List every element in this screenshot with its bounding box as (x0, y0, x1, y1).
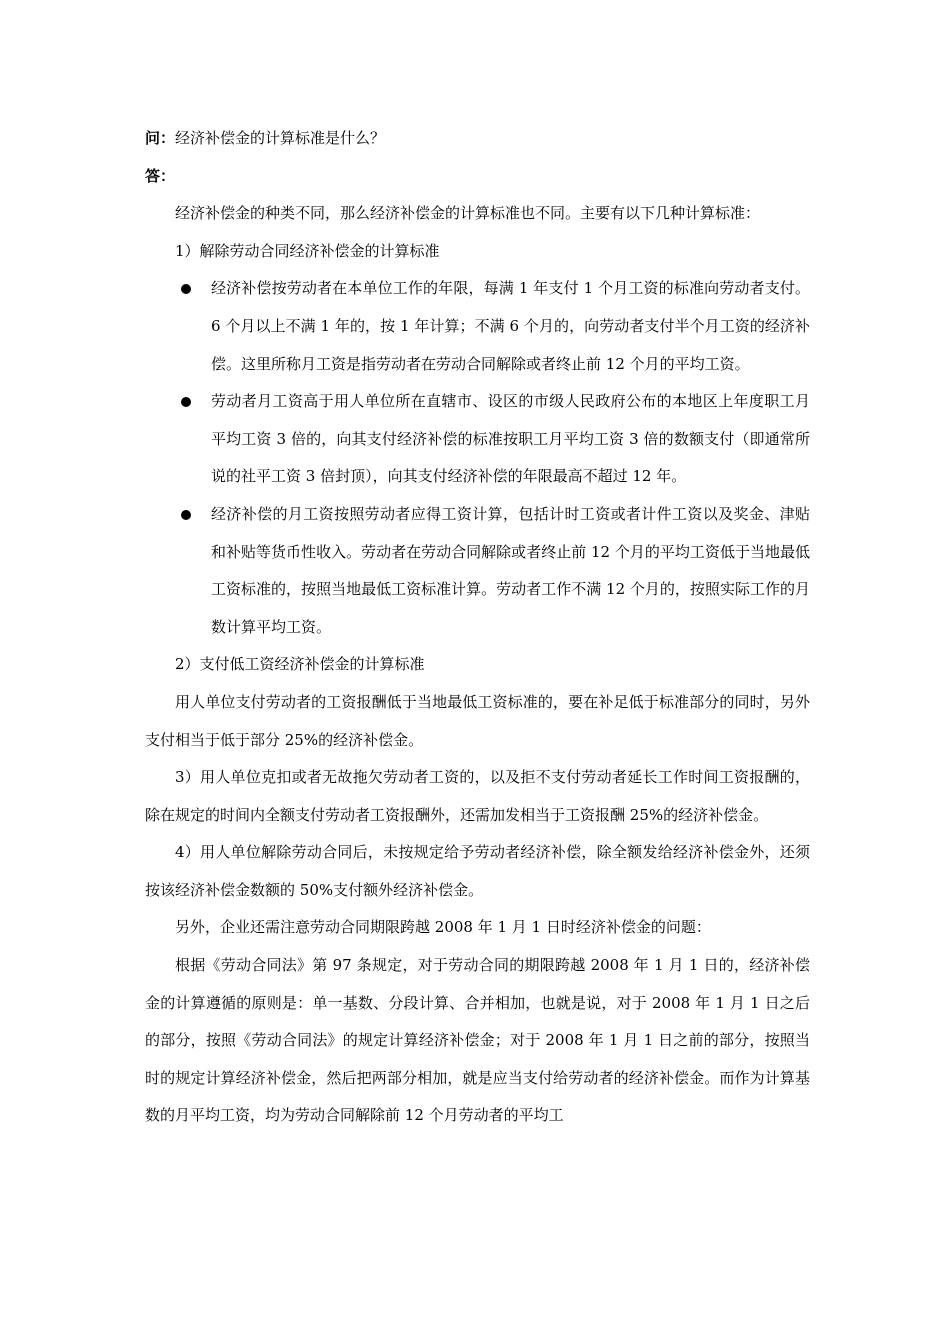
intro-paragraph: 经济补偿金的种类不同，那么经济补偿金的计算标准也不同。主要有以下几种计算标准： (175, 204, 761, 223)
section2-body: 用人单位支付劳动者的工资报酬低于当地最低工资标准的，要在补足低于标准部分的同时，另外支付相当于低于部分 25%的经济补偿金。 (145, 692, 810, 749)
answer-line (145, 158, 810, 196)
bullet-dot-icon (181, 510, 191, 520)
question-line (145, 120, 810, 158)
note-intro: 另外，企业还需注意劳动合同期限跨越 2008 年 1 月 1 日时经济补偿金的问题： (175, 918, 711, 937)
section2-heading: 2）支付低工资经济补偿金的计算标准 (175, 655, 425, 674)
bullet-text: 经济补偿按劳动者在本单位工作的年限，每满 1 年支付 1 个月工资的标准向劳动者支付。6 个月以上不满 1 年的，按 1 年计算；不满 6 个月的，向劳动者支付半个月工资的经济补偿。这里所称月工资是指劳动者在劳动合同解除或者终止前 12 个月的平均工资。 (211, 279, 810, 373)
answer-label: 答： (145, 166, 176, 185)
bullet-text: 经济补偿的月工资按照劳动者应得工资计算，包括计时工资或者计件工资以及奖金、津贴和补贴等货币性收入。劳动者在劳动合同解除或者终止前 12 个月的平均工资低于当地最低工资标准的，按照当地最低工资标准计算。劳动者工作不满 12 个月的，按照实际工作的月数计算平均工资。 (211, 504, 810, 636)
section1-bullet-list (145, 270, 810, 646)
question-label: 问： (145, 129, 176, 147)
bullet-text: 劳动者月工资高于用人单位所在直辖市、设区的市级人民政府公布的本地区上年度职工月平均工资 3 倍的，向其支付经济补偿的标准按职工月平均工资 3 倍的数额支付（即通常所说的社平工资 3 倍封顶），向其支付经济补偿的年限最高不超过 12 年。 (211, 392, 810, 486)
section4-body: 4）用人单位解除劳动合同后，未按规定给予劳动者经济补偿，除全额发给经济补偿金外，还须按该经济补偿金数额的 50%支付额外经济补偿金。 (145, 843, 810, 899)
section1-heading: 1）解除劳动合同经济补偿金的计算标准 (175, 241, 440, 260)
bullet-item (145, 496, 810, 646)
document-content (145, 120, 810, 1135)
bullet-item (145, 270, 810, 383)
section3-body: 3）用人单位克扣或者无故拖欠劳动者工资的，以及拒不支付劳动者延长工作时间工资报酬的，除在规定的时间内全额支付劳动者工资报酬外，还需加发相当于工资报酬 25%的经济补偿金。 (145, 768, 810, 824)
note-body: 根据《劳动合同法》第 97 条规定，对于劳动合同的期限跨越 2008 年 1 月 1 日的，经济补偿金的计算遵循的原则是：单一基数、分段计算、合并相加，也就是说，对于 2008 年 1 月 1 日之后的部分，按照《劳动合同法》的规定计算经济补偿金；对于 2008 年 1 月 1 日之前的部分，按照当时的规定计算经济补偿金，然后把两部分相加，就是应当支付给劳动者的经济补偿金。而作为计算基数的月平均工资，均为劳动合同解除前 12 个月劳动者的平均工 (145, 956, 810, 1125)
question-text: 经济补偿金的计算标准是什么？ (175, 129, 386, 147)
bullet-dot-icon (181, 284, 191, 294)
bullet-item (145, 383, 810, 496)
bullet-dot-icon (181, 397, 191, 407)
